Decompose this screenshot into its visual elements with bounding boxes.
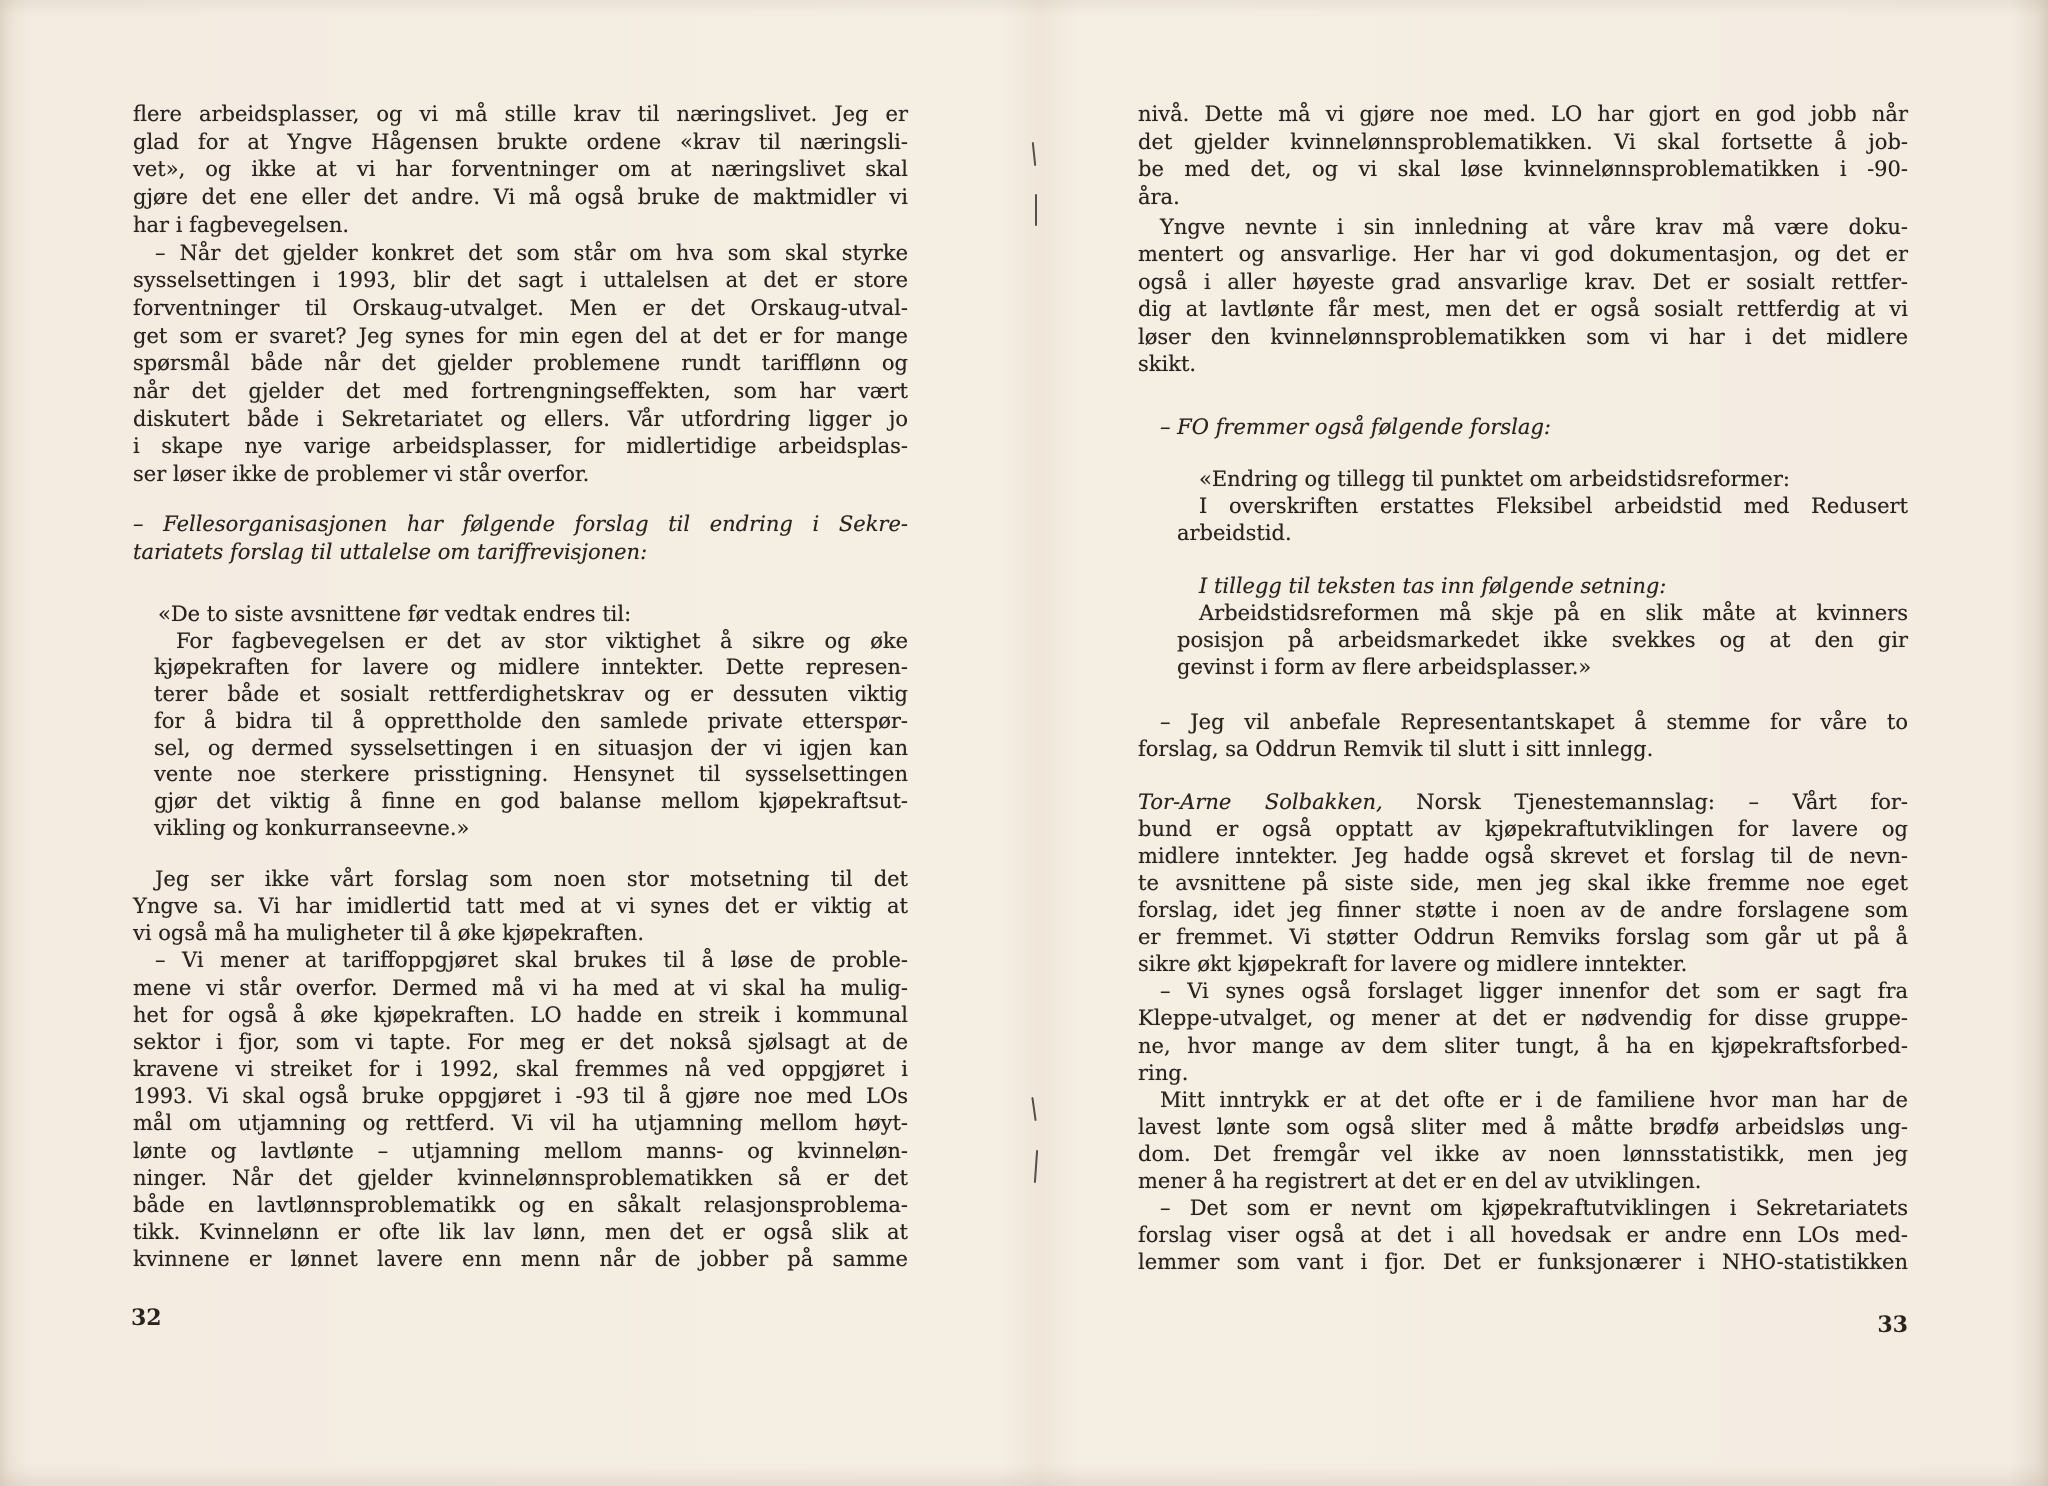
text-line (1138, 870, 1908, 897)
body-text: det gjelder kvinnelønnsproblematikken. Vi skal fortsette å job- (1138, 129, 1908, 154)
body-text: har i fagbevegelsen. (133, 212, 350, 237)
text-line (133, 866, 908, 893)
text-line (133, 1138, 908, 1165)
body-text: get som er svaret? Jeg synes for min egen del at det er for mange (133, 323, 908, 348)
body-text: Norsk Tjenestemannslag: – Vårt for- (1382, 790, 1908, 814)
italic-text: – Fellesorganisasjonen har følgende forslag til endring i Sekre- (133, 512, 908, 536)
text-line (1138, 214, 1908, 241)
body-text: forslag viser også at det i all hovedsak er andre enn LOs med- (1138, 1222, 1908, 1247)
text-line (1138, 978, 1908, 1005)
text-line (1138, 1060, 1908, 1087)
italic-text: tariatets forslag til uttalelse om tariffrevisjonen: (133, 540, 648, 564)
body-text: Jeg ser ikke vårt forslag som noen stor motsetning til det (155, 867, 908, 891)
body-text: gevinst i form av flere arbeidsplasser.» (1177, 655, 1592, 679)
text-line (133, 1246, 908, 1273)
text-line (154, 761, 908, 788)
body-text: Kleppe-utvalget, og mener at det er nødvendig for disse gruppe- (1138, 1006, 1908, 1031)
text-line (133, 240, 908, 267)
body-text: lønte og lavtlønte – utjamning mellom manns- og kvinneløn- (133, 1138, 908, 1163)
text-line (133, 947, 908, 974)
body-text: nivå. Dette må vi gjøre noe med. LO har gjort en god jobb når (1138, 102, 1908, 126)
body-text: – Når det gjelder konkret det som står om hva som skal styrke (155, 240, 908, 265)
body-text: skikt. (1138, 352, 1197, 376)
body-text: ninger. Når det gjelder kvinnelønnsproblematikken så er det (133, 1165, 908, 1190)
text-line (1138, 1033, 1908, 1060)
body-text: dom. Det fremgår vel ikke av noen lønnsstatistikk, men jeg (1138, 1141, 1908, 1166)
text-line (133, 1165, 908, 1192)
text-line (133, 295, 908, 322)
body-text: vente noe sterkere prisstigning. Hensynet til sysselsettingen (154, 762, 908, 787)
text-line (1138, 296, 1908, 323)
text-line (133, 1083, 908, 1110)
body-text: vet», og ikke at vi har forventninger om at næringslivet skal (133, 157, 908, 182)
text-line (1138, 269, 1908, 296)
text-line (1177, 600, 1908, 627)
body-text: sysselsettingen i 1993, blir det sagt i uttalelsen at det er store (133, 268, 908, 293)
text-line (133, 406, 908, 433)
text-line (1177, 493, 1908, 520)
text-line (1138, 1087, 1908, 1114)
text-line (1138, 924, 1908, 951)
body-text: mentert og ansvarlige. Her har vi god dokumentasjon, og det er (1138, 242, 1908, 267)
body-text: Mitt inntrykk er at det ofte er i de familiene hvor man har de (1160, 1087, 1908, 1112)
text-line (133, 1219, 908, 1246)
body-text: diskutert både i Sekretariatet og ellers. Vår utfordring ligger jo (133, 406, 908, 431)
text-line (1138, 709, 1908, 736)
text-line (1138, 1222, 1908, 1249)
text-line (133, 323, 908, 350)
body-text: Yngve nevnte i sin innledning at våre krav må være doku- (1160, 215, 1908, 239)
body-text: spørsmål både når det gjelder problemene rundt tarifflønn og (133, 351, 908, 376)
text-line (154, 601, 908, 628)
text-line (1138, 184, 1908, 211)
body-text: be med det, og vi skal løse kvinnelønnsproblematikken i -90- (1138, 157, 1908, 181)
body-text: lemmer som vant i fjor. Det er funksjonærer i NHO-statistikken (1138, 1250, 1908, 1275)
body-text: ser løser ikke de problemer vi står overfor. (133, 462, 590, 487)
body-text: sel, og dermed sysselsettingen i en situasjon der vi igjen kan (154, 735, 908, 760)
body-text: mener å ha registrert at det er en del av utviklingen. (1138, 1168, 1702, 1193)
body-text: midlere inntekter. Jeg hadde også skrevet et forslag til de nevn- (1138, 844, 1908, 869)
text-line (133, 1110, 908, 1137)
text-line (1138, 414, 1908, 441)
text-line (154, 788, 908, 815)
text-line (1138, 951, 1908, 978)
body-text: løser den kvinnelønnsproblematikken som vi har i det midlere (1138, 324, 1908, 349)
text-line (133, 184, 908, 211)
body-text: flere arbeidsplasser, og vi må stille krav til næringslivet. Jeg er (133, 102, 908, 126)
body-text: arbeidstid. (1177, 521, 1292, 545)
text-line (1177, 573, 1908, 600)
text-line (133, 433, 908, 460)
body-text: både en lavtlønnsproblematikk og en såkalt relasjonsproblema- (133, 1192, 908, 1217)
body-text: er fremmet. Vi støtter Oddrun Remviks forslag som går ut på å (1138, 925, 1908, 950)
text-line (1138, 1249, 1908, 1276)
body-text: glad for at Yngve Hågensen brukte ordene «krav til næringsli- (133, 129, 908, 154)
body-text: for å bidra til å opprettholde den samlede private etterspør- (154, 708, 908, 733)
text-line (133, 1056, 908, 1083)
body-text: Arbeidstidsreformen må skje på en slik måte at kvinners (1199, 601, 1908, 625)
text-line (1138, 736, 1908, 763)
body-text: forventninger til Orskaug-utvalget. Men er det Orskaug-utval- (133, 295, 908, 320)
body-text: når det gjelder det med fortrengningseffekten, som har vært (133, 379, 908, 403)
body-text: sikre økt kjøpekraft for lavere og midlere inntekter. (1138, 952, 1688, 977)
text-line (133, 129, 908, 156)
text-line (1138, 241, 1908, 268)
text-line (1138, 1005, 1908, 1032)
body-text: lavest lønte som også sliter med å måtte brødfø arbeidsløs ung- (1138, 1114, 1908, 1139)
text-line (133, 511, 908, 538)
page-number: 32 (131, 1305, 162, 1331)
page-number: 33 (1877, 1312, 1908, 1338)
body-text: kjøpekraften for lavere og midlere inntekter. Dette represen- (154, 655, 908, 680)
text-line (1138, 843, 1908, 870)
body-text: I overskriften erstattes Fleksibel arbeidstid med Redusert (1199, 494, 1908, 518)
body-text: også i aller høyeste grad ansvarlige krav. Det er sosialt rettfer- (1138, 269, 1908, 294)
text-line (133, 156, 908, 183)
body-text: 1993. Vi skal også bruke oppgjøret i -93 til å gjøre noe med LOs (133, 1084, 908, 1109)
text-line (1138, 816, 1908, 843)
text-line (133, 101, 908, 128)
body-text: te avsnittene på siste side, men jeg skal ikke fremme noe eget (1138, 871, 1908, 896)
body-text: het for også å øke kjøpekraften. LO hadde en streik i kommunal (133, 1002, 908, 1027)
gutter-pencil-mark (1035, 194, 1037, 226)
body-text: – Vi mener at tariffoppgjøret skal brukes til å løse de proble- (155, 948, 908, 973)
text-line (154, 654, 908, 681)
body-text: vikling og konkurranseevne.» (154, 815, 470, 840)
body-text: åra. (1138, 184, 1180, 209)
body-text: forslag, idet jeg finner støtte i noen av de andre forslagene som (1138, 898, 1908, 923)
text-line (1138, 156, 1908, 183)
body-text: i skape nye varige arbeidsplasser, for midlertidige arbeidsplas- (133, 434, 908, 459)
text-line (1138, 101, 1908, 128)
body-text: – Vi synes også forslaget ligger innenfor det som er sagt fra (1160, 979, 1908, 1004)
text-line (133, 1002, 908, 1029)
body-text: posisjon på arbeidsmarkedet ikke svekkes og at den gir (1177, 628, 1908, 652)
italic-text: I tillegg til teksten tas inn følgende setning: (1199, 574, 1667, 598)
text-line (1177, 627, 1908, 654)
body-text: mål om utjamning og rettferd. Vi vil ha utjamning mellom høyt- (133, 1111, 908, 1136)
body-text: gjør det viktig å finne en god balanse mellom kjøpekraftsut- (154, 788, 908, 813)
text-line (1138, 351, 1908, 378)
text-line (133, 267, 908, 294)
body-text: – Jeg vil anbefale Representantskapet å stemme for våre to (1160, 710, 1908, 734)
italic-text: – FO fremmer også følgende forslag: (1160, 415, 1551, 439)
text-line (133, 378, 908, 405)
text-line (133, 461, 908, 488)
italic-text: Tor-Arne Solbakken, (1138, 790, 1383, 814)
body-text: Yngve sa. Vi har imidlertid tatt med at vi synes det er viktig at (133, 894, 908, 919)
text-line (1138, 897, 1908, 924)
body-text: kvinnene er lønnet lavere enn menn når de jobber på samme (133, 1247, 908, 1272)
body-text: – Det som er nevnt om kjøpekraftutviklingen i Sekretariatets (1160, 1195, 1908, 1220)
text-line (1138, 1141, 1908, 1168)
text-line (133, 975, 908, 1002)
text-line (133, 350, 908, 377)
body-text: dig at lavtlønte får mest, men det er også sosialt rettferdig at vi (1138, 297, 1908, 322)
body-text: For fagbevegelsen er det av stor viktighet å sikre og øke (176, 628, 908, 653)
body-text: «De to siste avsnittene før vedtak endres til: (158, 602, 632, 626)
text-line (133, 920, 908, 947)
text-line (1138, 129, 1908, 156)
text-line (1138, 1195, 1908, 1222)
body-text: terer både et sosialt rettferdighetskrav og er dessuten viktig (154, 682, 908, 707)
text-line (1177, 654, 1908, 681)
text-line (1177, 520, 1908, 547)
body-text: bund er også opptatt av kjøpekraftutviklingen for lavere og (1138, 817, 1908, 842)
text-line (133, 1029, 908, 1056)
body-text: kravene vi streiket for i 1992, skal fremmes nå ved oppgjøret i (133, 1057, 908, 1082)
text-line (133, 212, 908, 239)
body-text: ne, hvor mange av dem sliter tungt, å ha en kjøpekraftsforbed- (1138, 1033, 1908, 1058)
text-line (1138, 789, 1908, 816)
body-text: mene vi står overfor. Dermed må vi ha med at vi skal ha mulig- (133, 975, 908, 1000)
body-text: forslag, sa Oddrun Remvik til slutt i sitt innlegg. (1138, 737, 1654, 761)
text-line (1138, 324, 1908, 351)
text-line (1177, 466, 1908, 493)
body-text: ring. (1138, 1060, 1189, 1085)
body-text: gjøre det ene eller det andre. Vi må også bruke de maktmidler vi (133, 185, 908, 210)
text-line (154, 815, 908, 842)
text-line (133, 539, 908, 566)
text-line (1138, 1114, 1908, 1141)
body-text: «Endring og tillegg til punktet om arbeidstidsreformer: (1199, 467, 1790, 491)
text-line (133, 893, 908, 920)
text-line (154, 681, 908, 708)
text-line (154, 708, 908, 735)
body-text: vi også må ha muligheter til å øke kjøpekraften. (133, 921, 645, 946)
text-line (133, 1192, 908, 1219)
body-text: sektor i fjor, som vi tapte. For meg er det nokså sjølsagt at de (133, 1029, 908, 1054)
text-line (1138, 1168, 1908, 1195)
text-line (154, 735, 908, 762)
body-text: tikk. Kvinnelønn er ofte lik lav lønn, men det er også slik at (133, 1219, 908, 1244)
text-line (154, 628, 908, 655)
